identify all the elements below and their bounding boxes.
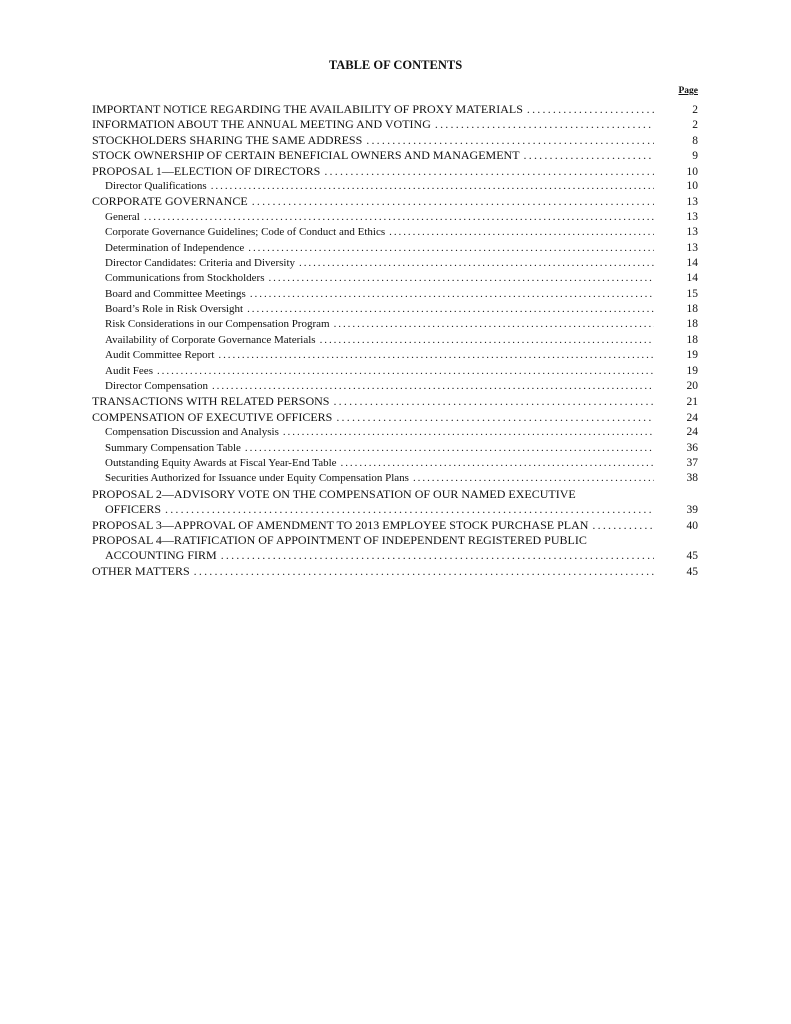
toc-entry-page-number: 36 (686, 441, 698, 454)
toc-entry[interactable] (92, 302, 698, 317)
dot-leader (524, 148, 654, 163)
toc-entry[interactable] (92, 502, 698, 517)
toc-entry-page-number: 10 (686, 179, 698, 192)
toc-entry-title: Board’s Role in Risk Oversight (105, 303, 244, 316)
toc-entry[interactable] (92, 179, 698, 194)
toc-entry-page-number: 40 (686, 519, 698, 532)
toc-entry-title: PROPOSAL 3—APPROVAL OF AMENDMENT TO 2013 EMPLOYEE STOCK PURCHASE PLAN (92, 517, 589, 532)
dot-leader (212, 379, 654, 394)
toc-entry[interactable] (92, 333, 698, 348)
toc-entry-title: PROPOSAL 4—RATIFICATION OF APPOINTMENT OF INDEPENDENT REGISTERED PUBLIC (92, 532, 587, 547)
toc-entry-title: Determination of Independence (105, 241, 245, 254)
toc-entry[interactable] (92, 133, 698, 148)
toc-entry[interactable] (92, 348, 698, 363)
toc-entry-title: OTHER MATTERS (92, 563, 190, 578)
toc-entry-title: INFORMATION ABOUT THE ANNUAL MEETING AND VOTING (92, 117, 431, 132)
dot-leader (283, 425, 654, 440)
dot-leader (389, 225, 654, 240)
toc-entry-page-number: 13 (686, 241, 698, 254)
dot-leader (157, 364, 654, 379)
toc-entry-page-number: 20 (686, 380, 698, 393)
dot-leader (247, 302, 654, 317)
dot-leader (250, 287, 654, 302)
dot-leader (218, 348, 654, 363)
toc-entry-page-number: 13 (686, 196, 698, 209)
toc-entry-title: Availability of Corporate Governance Materials (105, 333, 316, 346)
dot-leader (366, 133, 654, 148)
toc-entry[interactable] (92, 410, 698, 425)
dot-leader (165, 502, 654, 517)
toc-entry-page-number: 9 (692, 150, 698, 163)
toc-entry-title: Corporate Governance Guidelines; Code of Conduct and Ethics (105, 226, 386, 239)
toc-entry-page-number: 39 (686, 504, 698, 517)
toc-entry-title: CORPORATE GOVERNANCE (92, 194, 248, 209)
toc-entry-page-number: 18 (686, 303, 698, 316)
toc-entry-title: Audit Committee Report (105, 349, 215, 362)
toc-entry-title: Securities Authorized for Issuance under Equity Compensation Plans (105, 472, 409, 485)
dot-leader (334, 317, 654, 332)
toc-entry-title: Director Candidates: Criteria and Diversity (105, 256, 295, 269)
toc-entry[interactable] (92, 425, 698, 440)
toc-entry[interactable] (92, 256, 698, 271)
toc-entry-title: Compensation Discussion and Analysis (105, 426, 279, 439)
toc-entry[interactable] (92, 210, 698, 225)
dot-leader (435, 117, 654, 132)
toc-entry[interactable] (92, 518, 698, 533)
toc-entry[interactable] (92, 379, 698, 394)
toc-entry[interactable] (92, 102, 698, 117)
toc-entry[interactable] (92, 271, 698, 286)
dot-leader (245, 441, 654, 456)
toc-entry-page-number: 21 (686, 396, 698, 409)
toc-entry-page-number: 24 (686, 411, 698, 424)
toc-entry[interactable] (92, 471, 698, 486)
toc-entry[interactable] (92, 164, 698, 179)
toc-entry[interactable] (92, 533, 698, 548)
toc-entry[interactable] (92, 148, 698, 163)
toc-entry-page-number: 45 (686, 565, 698, 578)
dot-leader (336, 410, 654, 425)
toc-entry-title: OFFICERS (105, 502, 162, 517)
dot-leader (268, 271, 654, 286)
toc-entry-title: Communications from Stockholders (105, 272, 265, 285)
toc-entry[interactable] (92, 194, 698, 209)
toc-entry-page-number: 13 (686, 226, 698, 239)
toc-entry-title: Audit Fees (105, 364, 153, 377)
dot-leader (221, 548, 654, 563)
toc-entry-title: STOCKHOLDERS SHARING THE SAME ADDRESS (92, 132, 363, 147)
toc-entry-page-number: 19 (686, 349, 698, 362)
toc-entry[interactable] (92, 564, 698, 579)
toc-entry-title: Director Qualifications (105, 179, 207, 192)
toc-entry-title: IMPORTANT NOTICE REGARDING THE AVAILABILITY OF PROXY MATERIALS (92, 102, 523, 116)
dot-leader (211, 179, 654, 194)
toc-entry-page-number: 37 (686, 456, 698, 469)
dot-leader (248, 241, 654, 256)
dot-leader (333, 394, 654, 409)
toc-entry-page-number: 8 (692, 134, 698, 147)
page-column-header: Page (678, 86, 698, 96)
toc-entry-page-number: 14 (686, 272, 698, 285)
toc-entry-page-number: 38 (686, 472, 698, 485)
dot-leader (527, 102, 654, 117)
toc-entry-page-number: 2 (692, 104, 698, 116)
dot-leader (592, 518, 654, 533)
toc-entry-title: STOCK OWNERSHIP OF CERTAIN BENEFICIAL OWNERS AND MANAGEMENT (92, 148, 520, 163)
toc-entry-page-number: 15 (686, 287, 698, 300)
toc-entry[interactable] (92, 241, 698, 256)
table-of-contents (92, 102, 698, 579)
toc-entry-title: PROPOSAL 2—ADVISORY VOTE ON THE COMPENSATION OF OUR NAMED EXECUTIVE (92, 486, 576, 501)
toc-entry-title: PROPOSAL 1—ELECTION OF DIRECTORS (92, 163, 321, 178)
toc-entry[interactable] (92, 117, 698, 132)
toc-entry[interactable] (92, 456, 698, 471)
toc-entry-page-number: 19 (686, 364, 698, 377)
toc-entry-title: Risk Considerations in our Compensation Program (105, 318, 330, 331)
toc-entry-page-number: 18 (686, 333, 698, 346)
toc-entry-title: Director Compensation (105, 380, 208, 393)
toc-entry[interactable] (92, 364, 698, 379)
toc-entry-page-number: 13 (686, 210, 698, 223)
dot-leader (320, 333, 654, 348)
dot-leader (252, 194, 654, 209)
toc-entry-page-number: 18 (686, 318, 698, 331)
dot-leader (324, 164, 654, 179)
toc-entry[interactable] (92, 548, 698, 563)
toc-entry[interactable] (92, 317, 698, 332)
toc-entry[interactable] (92, 287, 698, 302)
dot-leader (341, 456, 654, 471)
dot-leader (413, 471, 654, 486)
toc-entry-title: Outstanding Equity Awards at Fiscal Year-End Table (105, 456, 337, 469)
toc-entry-title: Board and Committee Meetings (105, 287, 246, 300)
dot-leader (194, 564, 654, 579)
toc-entry-title: General (105, 210, 140, 223)
toc-entry-page-number: 45 (686, 550, 698, 563)
toc-entry-page-number: 10 (686, 165, 698, 178)
toc-entry[interactable] (92, 225, 698, 240)
toc-entry[interactable] (92, 441, 698, 456)
toc-entry-page-number: 2 (692, 119, 698, 132)
toc-entry-title: ACCOUNTING FIRM (105, 548, 217, 563)
toc-entry[interactable] (92, 394, 698, 409)
dot-leader (299, 256, 654, 271)
toc-entry[interactable] (92, 487, 698, 502)
toc-entry-title: COMPENSATION OF EXECUTIVE OFFICERS (92, 409, 333, 424)
toc-entry-title: TRANSACTIONS WITH RELATED PERSONS (92, 394, 330, 409)
toc-entry-page-number: 24 (686, 426, 698, 439)
toc-entry-page-number: 14 (686, 256, 698, 269)
dot-leader (144, 210, 654, 225)
toc-entry-title: Summary Compensation Table (105, 441, 241, 454)
page-title: TABLE OF CONTENTS (328, 58, 463, 72)
